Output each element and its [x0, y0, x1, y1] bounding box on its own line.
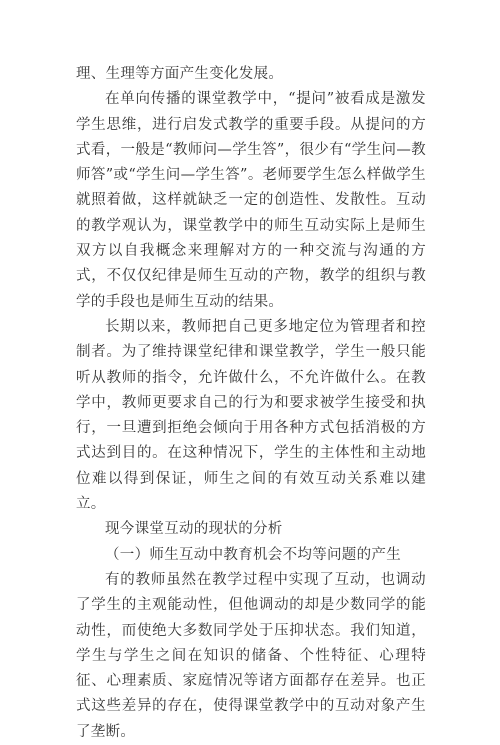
paragraph-questioning: 在单向传播的课堂教学中，“提问”被看成是激发学生思维，进行启发式教学的重要手段。从提问的方式看，一般是“教师问—学生答”，很少有“学生问—教师答”或“学生问—学生答”。老师要学生怎么样做学生就照着做，这样就缺乏一定的创造性、发散性。互动的教学观认为，课堂教学中的师生互动实际上是师生双方以自我概念来理解对方的一种交流与沟通的方式，不仅仅纪律是师生互动的产物，教学的组织与教学的手段也是师生互动的结果。 — [76, 91, 426, 310]
document-body — [76, 62, 426, 745]
section-heading: 现今课堂互动的现状的分析 — [105, 521, 283, 538]
paragraph-inequality: 有的教师虽然在教学过程中实现了互动，也调动了学生的主观能动性，但他调动的却是少数同学的能动性，而使绝大多数同学处于压抑状态。我们知道，学生与学生之间在知识的储备、个性特征、心理特征、心理素质、家庭情况等诸方面都存在差异。也正式这些差异的存在，使得课堂教学中的互动对象产生了垄断。 — [76, 571, 426, 740]
subsection-heading: （一）师生互动中教育机会不均等问题的产生 — [105, 546, 401, 563]
paragraph-continuation: 理、生理等方面产生变化发展。 — [76, 66, 284, 82]
paragraph-teacher-role: 长期以来，教师把自己更多地定位为管理者和控制者。为了维持课堂纪律和课堂教学，学生一般只能听从教师的指令，允许做什么，不允许做什么。在教学中，教师更要求自己的行为和要求被学生接受和执行，一旦遭到拒绝会倾向于用各种方式包括消极的方式达到目的。在这种情况下，学生的主体性和主动地位难以得到保证，师生之间的有效互动关系难以建立。 — [76, 318, 426, 513]
